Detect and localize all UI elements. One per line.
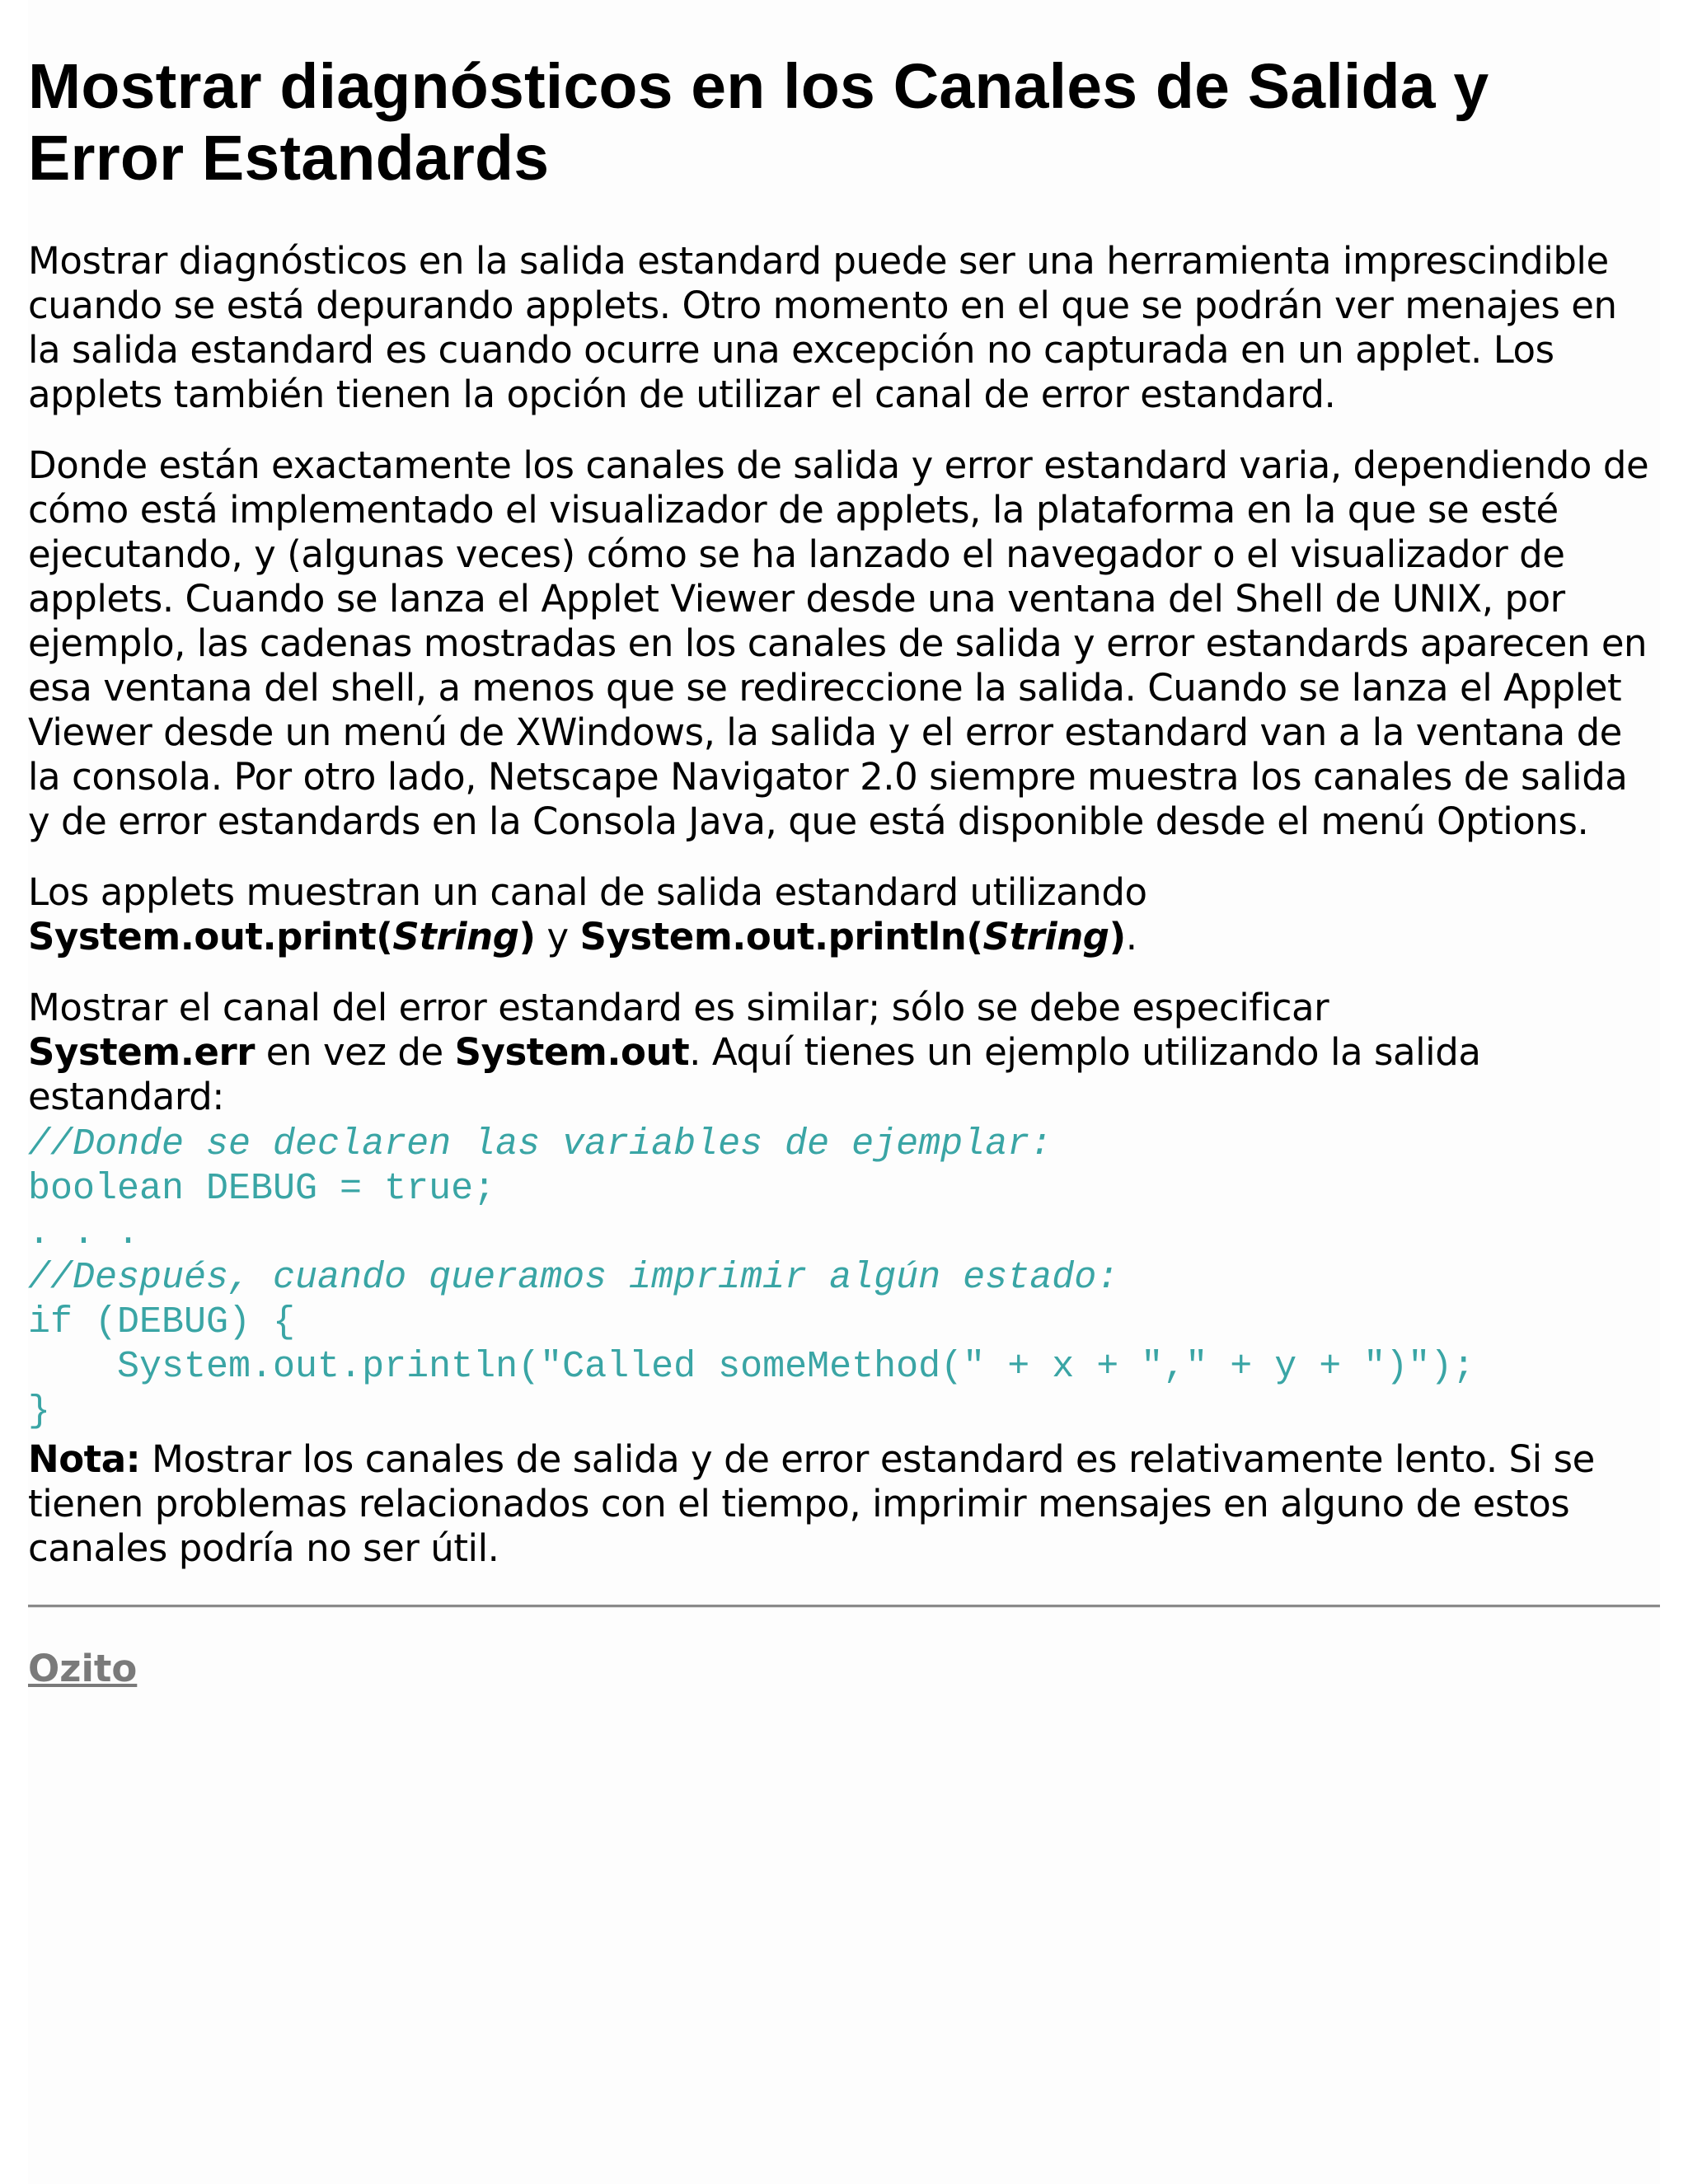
- document-content: [28, 0, 1660, 1690]
- code-line: //Después, cuando queramos imprimir algún estado:: [28, 1257, 1119, 1299]
- paragraph-channels-location: Donde están exactamente los canales de salida y error estandard varia, dependiendo de cómo está implementado el visualizador de applets, la plataforma en la que se esté ejecutando, y (algunas veces) cómo se ha lanzado el navegador o el visualizador de applets. Cuando se lanza el Applet Viewer desde una ventana del Shell de UNIX, por ejemplo, las cadenas mostradas en los canales de salida y error estandards aparecen en esa ventana del shell, a menos que se redireccione la salida. Cuando se lanza el Applet Viewer desde un menú de XWindows, la salida y el error estandard van a la ventana de la consola. Por otro lado, Netscape Navigator 2.0 siempre muestra los canales de salida y de error estandards en la Consola Java, que está disponible desde el menú Options.: [28, 443, 1649, 843]
- ozito-link[interactable]: Ozito: [28, 1647, 138, 1690]
- methods-connector: y: [535, 915, 580, 958]
- code-example: [28, 1122, 1660, 1434]
- page-title: Mostrar diagnósticos en los Canales de Salida y Error Estandards: [28, 51, 1489, 194]
- page: [28, 0, 1660, 2184]
- system-out-term: System.out: [454, 1030, 690, 1074]
- paragraph-intro: Mostrar diagnósticos en la salida estandard puede ser una herramienta imprescindible cuando se está depurando applets. Otro momento en el que se podrán ver menajes en la salida estandard es cuando ocurre una excepción no capturada en un applet. Los applets también tienen la opción de utilizar el canal de error estandard.: [28, 239, 1617, 416]
- paragraph-error-channel: Mostrar el canal del error estandard es similar; sólo se debe especificar System.err en vez de System.out. Aquí tienes un ejemplo utilizando la salida estandard:: [28, 986, 1481, 1118]
- output-methods-intro: Los applets muestran un canal de salida estandard utilizando: [28, 870, 1147, 914]
- horizontal-divider: [28, 1605, 1660, 1608]
- code-line: System.out.println("Called someMethod(" + x + "," + y + ")");: [28, 1346, 1475, 1388]
- code-line: if (DEBUG) {: [28, 1301, 296, 1343]
- system-err-term: System.err: [28, 1030, 255, 1074]
- code-line: boolean DEBUG = true;: [28, 1168, 496, 1210]
- code-line: }: [28, 1390, 51, 1432]
- method-println: System.out.println(String): [579, 915, 1126, 958]
- method-print: System.out.print(String): [28, 915, 536, 958]
- paragraph-output-methods: Los applets muestran un canal de salida estandard utilizando System.out.print(String) y System.out.println(String).: [28, 870, 1147, 958]
- code-line: //Donde se declaren las variables de ejemplar:: [28, 1123, 1053, 1165]
- code-line: . . .: [28, 1212, 140, 1254]
- note-text: Mostrar los canales de salida y de error estandard es relativamente lento. Si se tienen problemas relacionados con el tiempo, imprimir mensajes en alguno de estos canales podría no ser útil.: [28, 1437, 1595, 1570]
- note-paragraph: [28, 1437, 1660, 1571]
- note-label: Nota:: [28, 1437, 141, 1481]
